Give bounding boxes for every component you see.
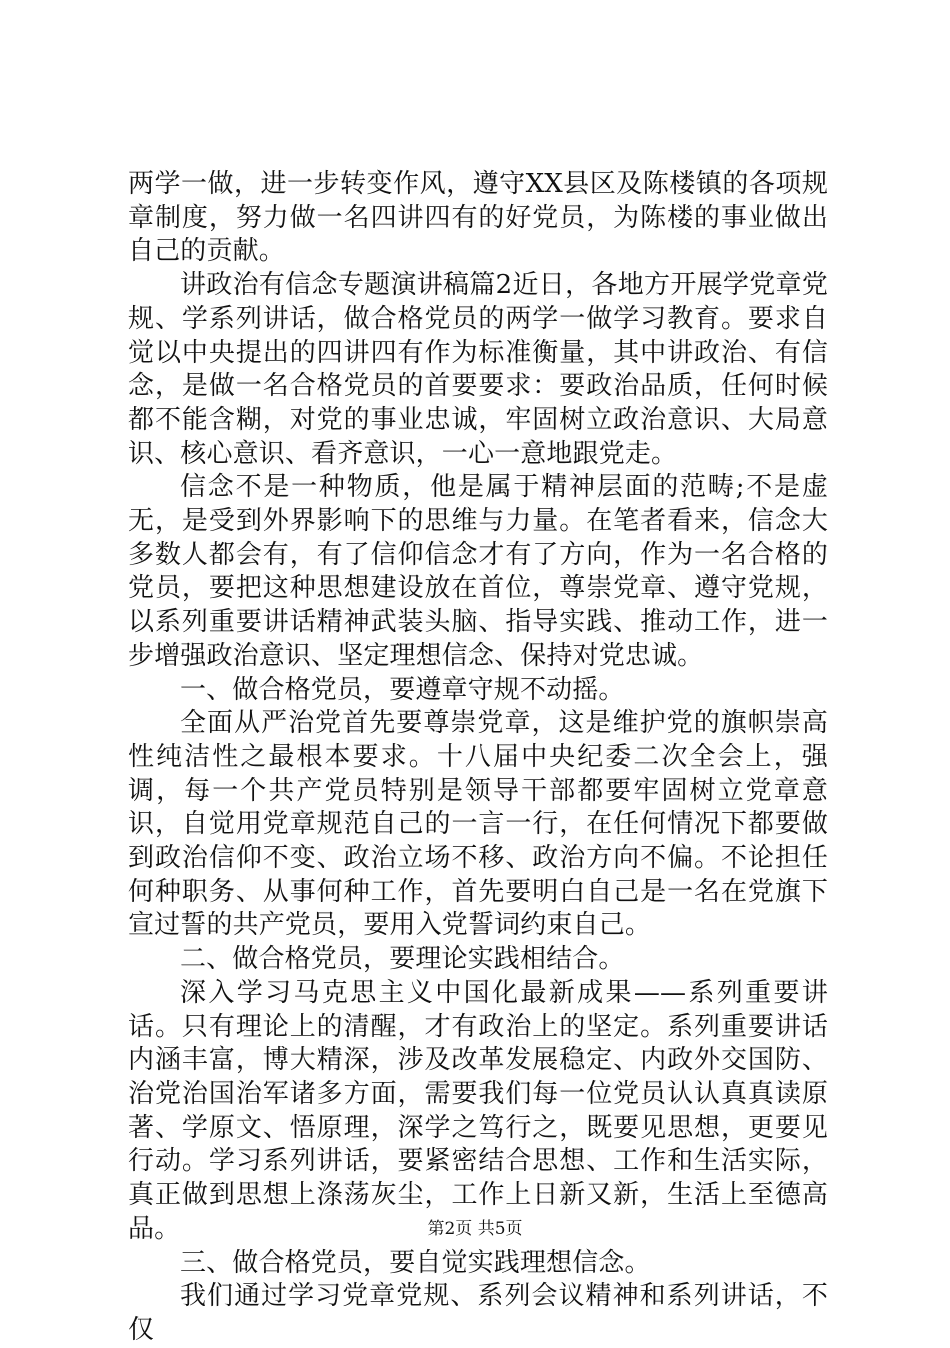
paragraph: 我们通过学习党章党规、系列会议精神和系列讲话，不仅: [128, 1281, 828, 1345]
paragraph: 深入学习马克思主义中国化最新成果——系列重要讲话。只有理论上的清醒，才有政治上的坚定。系列重要讲话内涵丰富，博大精深，涉及改革发展稳定、内政外交国防、治党治国治军诸多方面，需要我们每一位党员认认真真读原著、学原文、悟原理，深学之笃行之，既要见思想，更要见行动。学习系列讲话，要紧密结合思想、工作和生活实际，真正做到思想上涤荡灰尘，工作上日新又新，生活上至德高品。: [128, 977, 828, 1244]
paragraph: 全面从严治党首先要尊崇党章，这是维护党的旗帜崇高性纯洁性之最根本要求。十八届中央纪委二次全会上，强调，每一个共产党员特别是领导干部都要牢固树立党章意识，自觉用党章规范自己的一言一行，在任何情况下都要做到政治信仰不变、政治立场不移、政治方向不偏。不论担任何种职务、从事何种工作，首先要明白自己是一名在党旗下宣过誓的共产党员，要用入党誓词约束自己。: [128, 708, 828, 941]
page-number-footer: 第2页 共5页: [427, 1219, 523, 1239]
document-body: [128, 168, 828, 1348]
section-heading: 二、做合格党员，要理论实践相结合。: [180, 944, 625, 975]
section-heading: 三、做合格党员，要自觉实践理想信念。: [180, 1247, 651, 1278]
section-heading: 一、做合格党员，要遵章守规不动摇。: [180, 674, 625, 705]
paragraph: 两学一做，进一步转变作风，遵守XX县区及陈楼镇的各项规章制度，努力做一名四讲四有的好党员，为陈楼的事业做出自己的贡献。: [128, 169, 828, 267]
paragraph: 信念不是一种物质，他是属于精神层面的范畴;不是虚无，是受到外界影响下的思维与力量。在笔者看来，信念大多数人都会有，有了信仰信念才有了方向，作为一名合格的党员，要把这种思想建设放在首位，尊崇党章、遵守党规，以系列重要讲话精神武装头脑、指导实践、推动工作，进一步增强政治意识、坚定理想信念、保持对党忠诚。: [128, 472, 828, 671]
paragraph: 讲政治有信念专题演讲稿篇2近日，各地方开展学党章党规、学系列讲话，做合格党员的两学一做学习教育。要求自觉以中央提出的四讲四有作为标准衡量，其中讲政治、有信念，是做一名合格党员的首要要求：要政治品质，任何时候都不能含糊，对党的事业忠诚，牢固树立政治意识、大局意识、核心意识、看齐意识，一心一意地跟党走。: [128, 270, 828, 469]
